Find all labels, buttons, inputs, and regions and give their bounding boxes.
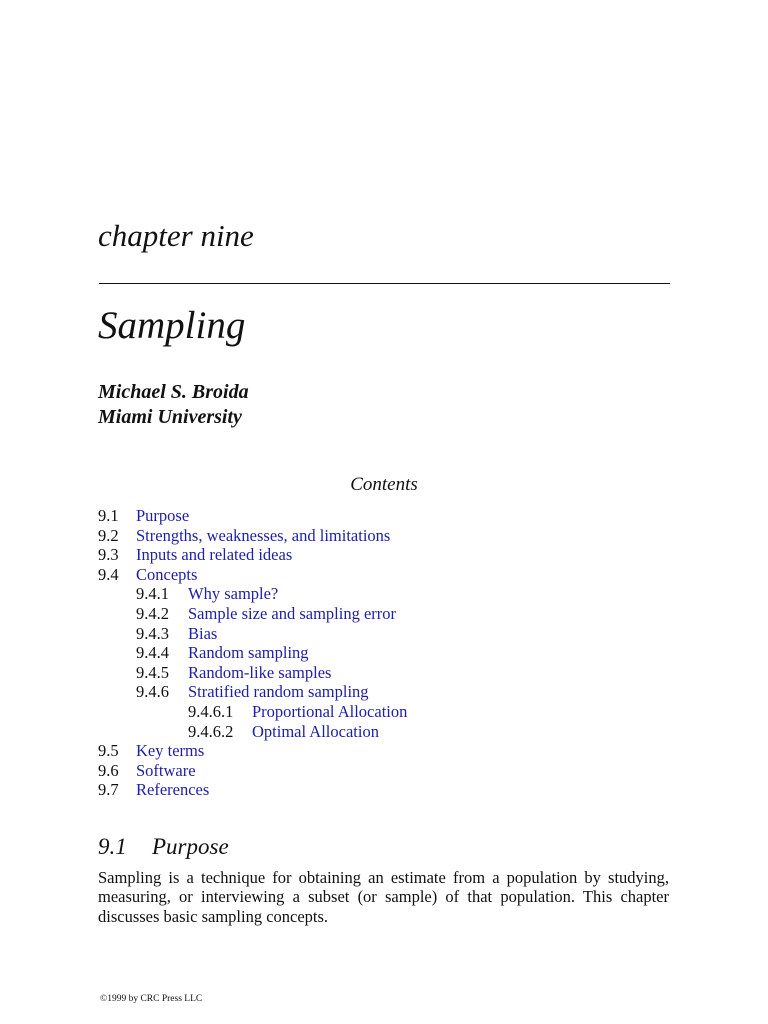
toc-link[interactable]: Optimal Allocation: [252, 721, 379, 741]
section-title: Purpose: [152, 834, 229, 859]
section-body-paragraph: Sampling is a technique for obtaining an estimate from a population by studying, measuring, or interviewing a subset (or sample) of that population. This chapter discusses basic sampling concepts.: [98, 868, 669, 926]
toc-item-number: 9.2: [98, 525, 119, 545]
toc-item-number: 9.6: [98, 760, 119, 780]
toc-link[interactable]: References: [136, 780, 210, 800]
toc-item-number: 9.4.4: [136, 643, 169, 663]
toc-item-number: 9.4.3: [136, 623, 169, 643]
toc-item-number: 9.4.6.2: [188, 721, 234, 741]
toc-item-number: 9.3: [98, 545, 119, 565]
chapter-rule: [99, 283, 670, 284]
copyright-footer: ©1999 by CRC Press LLC: [100, 994, 203, 1004]
toc-item-number: 9.5: [98, 741, 119, 761]
toc-item-number: 9.1: [98, 506, 119, 525]
toc-item-number: 9.4: [98, 564, 119, 584]
chapter-title: Sampling: [98, 304, 246, 347]
chapter-label: chapter nine: [98, 218, 254, 253]
toc-link[interactable]: Stratified random sampling: [188, 682, 369, 702]
toc-link[interactable]: Proportional Allocation: [252, 701, 408, 721]
author-name: Michael S. Broida: [98, 381, 249, 403]
toc-link[interactable]: Sample size and sampling error: [188, 603, 397, 623]
toc-link[interactable]: Strengths, weaknesses, and limitations: [136, 525, 391, 545]
section-number: 9.1: [98, 834, 127, 859]
toc-item-number: 9.4.1: [136, 584, 169, 604]
author-block: [98, 380, 249, 430]
toc-link[interactable]: Why sample?: [188, 584, 279, 604]
toc-link[interactable]: Random sampling: [188, 643, 309, 663]
toc-link[interactable]: Purpose: [136, 506, 190, 525]
toc-link[interactable]: Software: [136, 760, 196, 780]
toc-item-number: 9.4.2: [136, 603, 169, 623]
toc-item-number: 9.4.6: [136, 682, 169, 702]
toc-item-number: 9.4.6.1: [188, 701, 234, 721]
toc-link[interactable]: Bias: [188, 623, 218, 643]
toc-link[interactable]: Concepts: [136, 564, 198, 584]
toc-link[interactable]: Key terms: [136, 741, 205, 761]
toc-item-number: 9.7: [98, 780, 119, 800]
toc-link[interactable]: Inputs and related ideas: [136, 545, 293, 565]
toc-link[interactable]: Random-like samples: [188, 662, 332, 682]
toc-heading: Contents: [350, 474, 418, 495]
toc-item-number: 9.4.5: [136, 662, 169, 682]
author-affiliation: Miami University: [98, 406, 242, 428]
section-heading: [98, 832, 229, 862]
